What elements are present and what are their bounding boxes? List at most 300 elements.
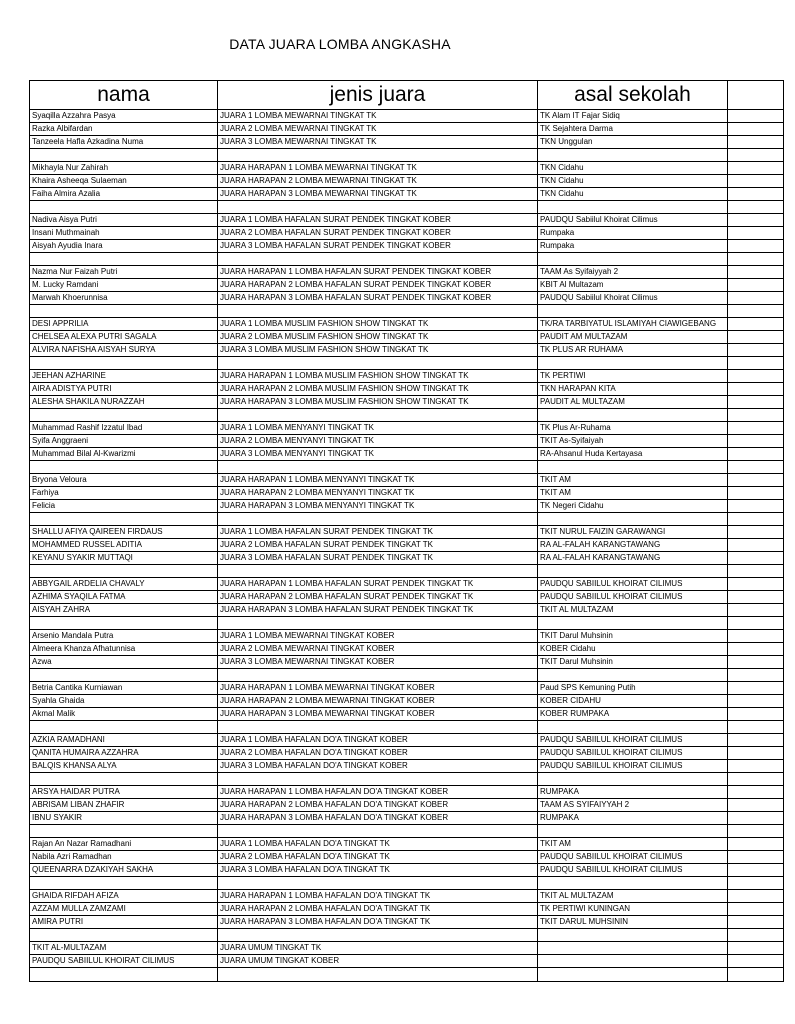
table-row [30, 942, 784, 955]
table-row [30, 695, 784, 708]
cell-nama: Akmal Malik [30, 708, 218, 721]
cell-asal-sekolah: TKIT AM [538, 838, 728, 851]
cell-asal-sekolah: TK Sejahtera Darma [538, 123, 728, 136]
cell-nama: AZZAM MULLA ZAMZAMI [30, 903, 218, 916]
table-row [30, 916, 784, 929]
cell-empty [728, 513, 784, 526]
cell-jenis-juara: JUARA 1 LOMBA MUSLIM FASHION SHOW TINGKAT TK [218, 318, 538, 331]
cell-empty [728, 175, 784, 188]
cell-jenis-juara: JUARA HARAPAN 3 LOMBA MEWARNAI TINGKAT TK [218, 188, 538, 201]
cell-asal-sekolah: Paud SPS Kemuning Putih [538, 682, 728, 695]
cell-jenis-juara: JUARA 1 LOMBA HAFALAN SURAT PENDEK TINGKAT KOBER [218, 214, 538, 227]
table-row [30, 396, 784, 409]
cell-nama: PAUDQU SABIILUL KHOIRAT CILIMUS [30, 955, 218, 968]
table-row [30, 799, 784, 812]
table-row [30, 604, 784, 617]
cell-nama: AIRA ADISTYA PUTRI [30, 383, 218, 396]
table-row [30, 136, 784, 149]
cell-nama: Muhammad Bilal Al-Kwarizmi [30, 448, 218, 461]
cell-nama: Muhammad Rashif Izzatul Ibad [30, 422, 218, 435]
cell-jenis-juara: JUARA 2 LOMBA MEWARNAI TINGKAT TK [218, 123, 538, 136]
cell-empty [728, 500, 784, 513]
cell-empty [728, 422, 784, 435]
cell-empty [728, 825, 784, 838]
cell-asal-sekolah [538, 942, 728, 955]
table-row [30, 370, 784, 383]
cell-jenis-juara: JUARA 2 LOMBA HAFALAN SURAT PENDEK TINGKAT TK [218, 539, 538, 552]
cell-nama: IBNU SYAKIR [30, 812, 218, 825]
cell-jenis-juara [218, 149, 538, 162]
table-header [30, 81, 784, 110]
cell-jenis-juara [218, 877, 538, 890]
cell-nama: M. Lucky Ramdani [30, 279, 218, 292]
table-row [30, 279, 784, 292]
cell-empty [728, 773, 784, 786]
cell-jenis-juara: JUARA HARAPAN 3 LOMBA MUSLIM FASHION SHOW TINGKAT TK [218, 396, 538, 409]
cell-nama: TKIT AL-MULTAZAM [30, 942, 218, 955]
cell-empty [728, 721, 784, 734]
cell-nama: ALESHA SHAKILA NURAZZAH [30, 396, 218, 409]
cell-jenis-juara [218, 929, 538, 942]
cell-nama: MOHAMMED RUSSEL ADITIA [30, 539, 218, 552]
cell-empty [728, 201, 784, 214]
table-row [30, 812, 784, 825]
table-row [30, 760, 784, 773]
header-row [30, 81, 784, 110]
table-row [30, 721, 784, 734]
cell-jenis-juara: JUARA 1 LOMBA MEWARNAI TINGKAT TK [218, 110, 538, 123]
table-body [30, 110, 784, 982]
cell-jenis-juara: JUARA HARAPAN 3 LOMBA MEWARNAI TINGKAT KOBER [218, 708, 538, 721]
cell-jenis-juara: JUARA HARAPAN 3 LOMBA HAFALAN SURAT PENDEK TINGKAT KOBER [218, 292, 538, 305]
cell-nama: Tanzeela Hafla Azkadina Numa [30, 136, 218, 149]
cell-nama: ABBYGAIL ARDELIA CHAVALY [30, 578, 218, 591]
cell-empty [728, 682, 784, 695]
cell-empty [728, 916, 784, 929]
cell-nama: ABRISAM LIBAN ZHAFIR [30, 799, 218, 812]
table-row [30, 110, 784, 123]
cell-jenis-juara [218, 968, 538, 982]
cell-nama [30, 669, 218, 682]
cell-jenis-juara [218, 305, 538, 318]
cell-asal-sekolah [538, 149, 728, 162]
cell-empty [728, 669, 784, 682]
cell-nama: JEEHAN AZHARINE [30, 370, 218, 383]
cell-empty [728, 591, 784, 604]
table-row [30, 890, 784, 903]
table-row [30, 565, 784, 578]
cell-asal-sekolah: TAAM AS SYIFAIYYAH 2 [538, 799, 728, 812]
cell-jenis-juara: JUARA HARAPAN 3 LOMBA HAFALAN DO'A TINGKAT TK [218, 916, 538, 929]
cell-asal-sekolah [538, 513, 728, 526]
table-row [30, 656, 784, 669]
table-row [30, 422, 784, 435]
cell-jenis-juara: JUARA 1 LOMBA HAFALAN DO'A TINGKAT KOBER [218, 734, 538, 747]
cell-asal-sekolah: RUMPAKA [538, 812, 728, 825]
cell-empty [728, 968, 784, 982]
cell-empty [728, 643, 784, 656]
cell-empty [728, 214, 784, 227]
cell-asal-sekolah [538, 773, 728, 786]
cell-jenis-juara: JUARA 2 LOMBA MUSLIM FASHION SHOW TINGKAT TK [218, 331, 538, 344]
cell-empty [728, 266, 784, 279]
cell-nama: QANITA HUMAIRA AZZAHRA [30, 747, 218, 760]
table-row [30, 682, 784, 695]
cell-jenis-juara: JUARA HARAPAN 3 LOMBA HAFALAN SURAT PENDEK TINGKAT TK [218, 604, 538, 617]
cell-asal-sekolah: PAUDQU SABIILUL KHOIRAT CILIMUS [538, 578, 728, 591]
table-row [30, 955, 784, 968]
cell-jenis-juara: JUARA 1 LOMBA HAFALAN DO'A TINGKAT TK [218, 838, 538, 851]
cell-empty [728, 747, 784, 760]
cell-asal-sekolah: TKN Cidahu [538, 188, 728, 201]
cell-jenis-juara: JUARA 2 LOMBA HAFALAN DO'A TINGKAT TK [218, 851, 538, 864]
cell-asal-sekolah: TKIT Darul Muhsinin [538, 630, 728, 643]
cell-asal-sekolah: TKIT NURUL FAIZIN GARAWANGI [538, 526, 728, 539]
cell-nama: AISYAH ZAHRA [30, 604, 218, 617]
table-row [30, 864, 784, 877]
cell-empty [728, 448, 784, 461]
table-row [30, 357, 784, 370]
table-row [30, 747, 784, 760]
cell-asal-sekolah: PAUDQU SABIILUL KHOIRAT CILIMUS [538, 747, 728, 760]
cell-jenis-juara: JUARA HARAPAN 2 LOMBA MUSLIM FASHION SHOW TINGKAT TK [218, 383, 538, 396]
cell-jenis-juara: JUARA 3 LOMBA HAFALAN SURAT PENDEK TINGKAT KOBER [218, 240, 538, 253]
cell-nama: Bryona Veloura [30, 474, 218, 487]
cell-asal-sekolah: TKIT AM [538, 487, 728, 500]
cell-nama: Nazma Nur Faizah Putri [30, 266, 218, 279]
cell-empty [728, 396, 784, 409]
table-row [30, 162, 784, 175]
cell-empty [728, 188, 784, 201]
table-row [30, 227, 784, 240]
cell-asal-sekolah [538, 825, 728, 838]
cell-jenis-juara: JUARA 2 LOMBA MENYANYI TINGKAT TK [218, 435, 538, 448]
cell-empty [728, 838, 784, 851]
cell-nama: CHELSEA ALEXA PUTRI SAGALA [30, 331, 218, 344]
cell-jenis-juara [218, 253, 538, 266]
cell-empty [728, 409, 784, 422]
cell-jenis-juara: JUARA HARAPAN 2 LOMBA MEWARNAI TINGKAT KOBER [218, 695, 538, 708]
cell-asal-sekolah [538, 968, 728, 982]
column-header-jenis-juara: jenis juara [218, 81, 538, 110]
cell-empty [728, 123, 784, 136]
table-row [30, 786, 784, 799]
cell-asal-sekolah: TK PERTIWI [538, 370, 728, 383]
cell-asal-sekolah: TKIT Darul Muhsinin [538, 656, 728, 669]
cell-nama: Mikhayla Nur Zahirah [30, 162, 218, 175]
cell-asal-sekolah [538, 669, 728, 682]
cell-jenis-juara: JUARA UMUM TINGKAT TK [218, 942, 538, 955]
cell-asal-sekolah: PAUDQU SABIILUL KHOIRAT CILIMUS [538, 864, 728, 877]
cell-nama: AZKIA RAMADHANI [30, 734, 218, 747]
cell-asal-sekolah: PAUDQU Sabiilul Khoirat Cilimus [538, 292, 728, 305]
table-row [30, 929, 784, 942]
cell-asal-sekolah: Rumpaka [538, 240, 728, 253]
cell-jenis-juara [218, 513, 538, 526]
cell-empty [728, 799, 784, 812]
cell-nama [30, 929, 218, 942]
cell-jenis-juara: JUARA 1 LOMBA MEWARNAI TINGKAT KOBER [218, 630, 538, 643]
cell-nama [30, 253, 218, 266]
cell-jenis-juara: JUARA HARAPAN 2 LOMBA HAFALAN DO'A TINGKAT TK [218, 903, 538, 916]
cell-empty [728, 357, 784, 370]
cell-asal-sekolah: PAUDQU SABIILUL KHOIRAT CILIMUS [538, 851, 728, 864]
cell-empty [728, 318, 784, 331]
cell-nama: ARSYA HAIDAR PUTRA [30, 786, 218, 799]
cell-jenis-juara [218, 409, 538, 422]
cell-asal-sekolah: TAAM As Syifaiyyah 2 [538, 266, 728, 279]
cell-empty [728, 331, 784, 344]
cell-asal-sekolah: Rumpaka [538, 227, 728, 240]
cell-jenis-juara: JUARA HARAPAN 1 LOMBA MUSLIM FASHION SHOW TINGKAT TK [218, 370, 538, 383]
cell-nama [30, 968, 218, 982]
cell-empty [728, 383, 784, 396]
cell-empty [728, 435, 784, 448]
cell-nama: Syaqilla Azzahra Pasya [30, 110, 218, 123]
cell-empty [728, 812, 784, 825]
cell-empty [728, 942, 784, 955]
cell-asal-sekolah: PAUDIT AL MULTAZAM [538, 396, 728, 409]
cell-asal-sekolah: PAUDQU SABIILUL KHOIRAT CILIMUS [538, 760, 728, 773]
cell-jenis-juara: JUARA HARAPAN 2 LOMBA HAFALAN SURAT PENDEK TINGKAT TK [218, 591, 538, 604]
cell-jenis-juara: JUARA HARAPAN 3 LOMBA MENYANYI TINGKAT TK [218, 500, 538, 513]
cell-jenis-juara [218, 201, 538, 214]
cell-asal-sekolah: TKIT As-Syifaiyah [538, 435, 728, 448]
cell-jenis-juara: JUARA 3 LOMBA HAFALAN DO'A TINGKAT TK [218, 864, 538, 877]
cell-empty [728, 851, 784, 864]
table-row [30, 500, 784, 513]
cell-nama: Razka Albifardan [30, 123, 218, 136]
cell-nama: QUEENARRA DZAKIYAH SAKHA [30, 864, 218, 877]
cell-nama [30, 201, 218, 214]
cell-empty [728, 695, 784, 708]
cell-empty [728, 565, 784, 578]
table-row [30, 188, 784, 201]
cell-empty [728, 734, 784, 747]
cell-asal-sekolah: RUMPAKA [538, 786, 728, 799]
table-row [30, 409, 784, 422]
cell-nama: AZHIMA SYAQILA FATMA [30, 591, 218, 604]
cell-jenis-juara: JUARA 3 LOMBA MUSLIM FASHION SHOW TINGKAT TK [218, 344, 538, 357]
table-row [30, 526, 784, 539]
cell-empty [728, 292, 784, 305]
cell-jenis-juara [218, 617, 538, 630]
cell-nama: Aisyah Ayudia Inara [30, 240, 218, 253]
cell-asal-sekolah: TKN Cidahu [538, 162, 728, 175]
cell-asal-sekolah: TKN Unggulan [538, 136, 728, 149]
cell-nama [30, 617, 218, 630]
cell-nama: Nadiva Aisya Putri [30, 214, 218, 227]
table-row [30, 838, 784, 851]
cell-jenis-juara [218, 357, 538, 370]
cell-empty [728, 539, 784, 552]
cell-empty [728, 110, 784, 123]
table-row [30, 266, 784, 279]
cell-nama: KEYANU SYAKIR MUTTAQI [30, 552, 218, 565]
cell-nama [30, 305, 218, 318]
cell-empty [728, 786, 784, 799]
cell-asal-sekolah: RA AL-FALAH KARANGTAWANG [538, 539, 728, 552]
cell-nama [30, 409, 218, 422]
cell-jenis-juara: JUARA HARAPAN 2 LOMBA HAFALAN SURAT PENDEK TINGKAT KOBER [218, 279, 538, 292]
table-row [30, 734, 784, 747]
table-row [30, 149, 784, 162]
table-row [30, 825, 784, 838]
cell-nama [30, 513, 218, 526]
cell-nama [30, 357, 218, 370]
cell-nama: Arsenio Mandala Putra [30, 630, 218, 643]
cell-nama: Khaira Asheeqa Sulaeman [30, 175, 218, 188]
cell-jenis-juara: JUARA 2 LOMBA MEWARNAI TINGKAT KOBER [218, 643, 538, 656]
table-row [30, 240, 784, 253]
column-header-asal-sekolah: asal sekolah [538, 81, 728, 110]
cell-asal-sekolah: KBIT Al Multazam [538, 279, 728, 292]
cell-nama: Insani Muthmainah [30, 227, 218, 240]
cell-empty [728, 955, 784, 968]
table-row [30, 123, 784, 136]
cell-asal-sekolah [538, 253, 728, 266]
cell-nama: Syifa Anggraeni [30, 435, 218, 448]
cell-empty [728, 864, 784, 877]
table-row [30, 578, 784, 591]
cell-asal-sekolah [538, 409, 728, 422]
table-row [30, 903, 784, 916]
cell-asal-sekolah: TKIT AL MULTAZAM [538, 604, 728, 617]
cell-nama: Farhiya [30, 487, 218, 500]
cell-asal-sekolah: TKN HARAPAN KITA [538, 383, 728, 396]
cell-nama: Azwa [30, 656, 218, 669]
cell-asal-sekolah [538, 929, 728, 942]
table-row [30, 643, 784, 656]
cell-jenis-juara [218, 825, 538, 838]
cell-jenis-juara: JUARA HARAPAN 1 LOMBA HAFALAN DO'A TINGKAT TK [218, 890, 538, 903]
cell-empty [728, 890, 784, 903]
cell-jenis-juara: JUARA 1 LOMBA MENYANYI TINGKAT TK [218, 422, 538, 435]
cell-empty [728, 656, 784, 669]
cell-empty [728, 253, 784, 266]
cell-nama: Nabila Azri Ramadhan [30, 851, 218, 864]
cell-asal-sekolah: PAUDQU Sabiilul Khoirat Cilimus [538, 214, 728, 227]
cell-jenis-juara: JUARA 1 LOMBA HAFALAN SURAT PENDEK TINGKAT TK [218, 526, 538, 539]
cell-nama: Felicia [30, 500, 218, 513]
cell-jenis-juara: JUARA HARAPAN 2 LOMBA HAFALAN DO'A TINGKAT KOBER [218, 799, 538, 812]
cell-empty [728, 279, 784, 292]
column-header-nama: nama [30, 81, 218, 110]
cell-empty [728, 461, 784, 474]
cell-asal-sekolah: TK Plus Ar-Ruhama [538, 422, 728, 435]
cell-empty [728, 526, 784, 539]
table-row [30, 630, 784, 643]
cell-asal-sekolah: RA-Ahsanul Huda Kertayasa [538, 448, 728, 461]
cell-asal-sekolah: TKN Cidahu [538, 175, 728, 188]
cell-empty [728, 617, 784, 630]
table-row [30, 513, 784, 526]
table-row [30, 448, 784, 461]
cell-empty [728, 474, 784, 487]
cell-nama: Betria Cantika Kurniawan [30, 682, 218, 695]
cell-nama: ALVIRA NAFISHA AISYAH SURYA [30, 344, 218, 357]
cell-asal-sekolah [538, 617, 728, 630]
table-row [30, 435, 784, 448]
cell-empty [728, 604, 784, 617]
table-row [30, 253, 784, 266]
cell-jenis-juara [218, 669, 538, 682]
cell-asal-sekolah: RA AL-FALAH KARANGTAWANG [538, 552, 728, 565]
cell-asal-sekolah: TKIT AM [538, 474, 728, 487]
page-title: DATA JUARA LOMBA ANGKASHA [229, 36, 451, 52]
cell-asal-sekolah: PAUDQU SABIILUL KHOIRAT CILIMUS [538, 591, 728, 604]
cell-asal-sekolah [538, 877, 728, 890]
cell-asal-sekolah: KOBER RUMPAKA [538, 708, 728, 721]
table-row [30, 669, 784, 682]
cell-nama: SHALLU AFIYA QAIREEN FIRDAUS [30, 526, 218, 539]
table-row [30, 591, 784, 604]
table-row [30, 383, 784, 396]
cell-empty [728, 630, 784, 643]
table-row [30, 708, 784, 721]
cell-empty [728, 552, 784, 565]
table-row [30, 487, 784, 500]
cell-asal-sekolah: PAUDIT AM MULTAZAM [538, 331, 728, 344]
winners-table-container [29, 80, 784, 982]
table-row [30, 292, 784, 305]
table-row [30, 539, 784, 552]
cell-nama: Marwah Khoerunnisa [30, 292, 218, 305]
cell-nama: Faiha Almira Azalia [30, 188, 218, 201]
winners-table [29, 80, 784, 982]
table-row [30, 305, 784, 318]
cell-empty [728, 487, 784, 500]
cell-jenis-juara: JUARA HARAPAN 1 LOMBA HAFALAN DO'A TINGKAT KOBER [218, 786, 538, 799]
cell-asal-sekolah: TK/RA TARBIYATUL ISLAMIYAH CIAWIGEBANG [538, 318, 728, 331]
cell-jenis-juara: JUARA HARAPAN 1 LOMBA HAFALAN SURAT PENDEK TINGKAT TK [218, 578, 538, 591]
cell-jenis-juara: JUARA 3 LOMBA HAFALAN DO'A TINGKAT KOBER [218, 760, 538, 773]
cell-jenis-juara: JUARA HARAPAN 1 LOMBA MENYANYI TINGKAT TK [218, 474, 538, 487]
cell-jenis-juara [218, 773, 538, 786]
cell-asal-sekolah: PAUDQU SABIILUL KHOIRAT CILIMUS [538, 734, 728, 747]
cell-asal-sekolah: TKIT DARUL MUHSININ [538, 916, 728, 929]
cell-empty [728, 903, 784, 916]
cell-nama [30, 565, 218, 578]
table-row [30, 773, 784, 786]
table-row [30, 175, 784, 188]
cell-nama [30, 721, 218, 734]
cell-jenis-juara: JUARA 3 LOMBA MEWARNAI TINGKAT TK [218, 136, 538, 149]
cell-nama [30, 149, 218, 162]
table-row [30, 214, 784, 227]
cell-nama [30, 825, 218, 838]
cell-empty [728, 877, 784, 890]
cell-empty [728, 305, 784, 318]
cell-empty [728, 240, 784, 253]
table-row [30, 201, 784, 214]
cell-empty [728, 162, 784, 175]
cell-empty [728, 578, 784, 591]
column-header-empty [728, 81, 784, 110]
cell-empty [728, 760, 784, 773]
cell-jenis-juara: JUARA HARAPAN 1 LOMBA HAFALAN SURAT PENDEK TINGKAT KOBER [218, 266, 538, 279]
cell-nama [30, 461, 218, 474]
cell-asal-sekolah [538, 955, 728, 968]
cell-jenis-juara: JUARA HARAPAN 2 LOMBA MEWARNAI TINGKAT TK [218, 175, 538, 188]
cell-nama: GHAIDA RIFDAH AFIZA [30, 890, 218, 903]
cell-nama [30, 877, 218, 890]
cell-jenis-juara: JUARA HARAPAN 3 LOMBA HAFALAN DO'A TINGKAT KOBER [218, 812, 538, 825]
cell-jenis-juara: JUARA 3 LOMBA MENYANYI TINGKAT TK [218, 448, 538, 461]
cell-empty [728, 227, 784, 240]
cell-asal-sekolah: KOBER CIDAHU [538, 695, 728, 708]
table-row [30, 968, 784, 982]
